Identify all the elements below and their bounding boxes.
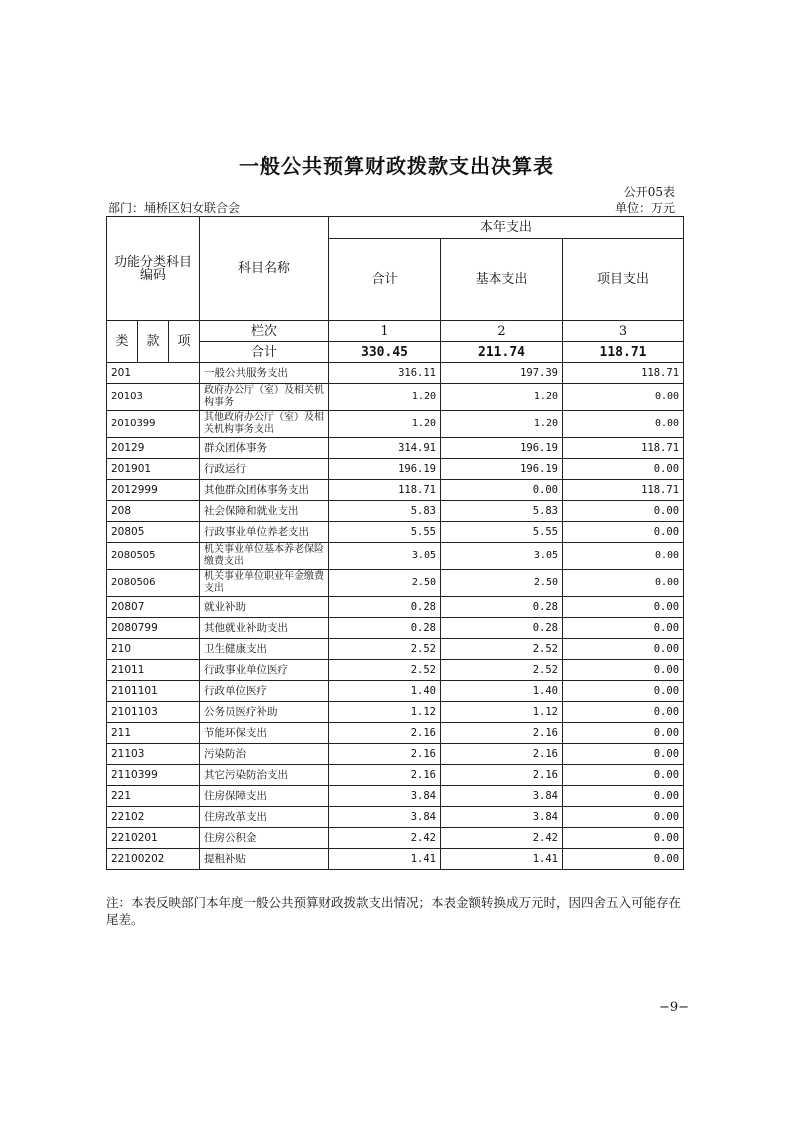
row-total: 2.16	[329, 765, 441, 786]
row-code: 201	[107, 363, 200, 384]
table-row	[107, 765, 684, 786]
table-row	[107, 459, 684, 480]
table-row	[107, 438, 684, 459]
row-total: 196.19	[329, 459, 441, 480]
row-total: 1.41	[329, 849, 441, 870]
row-subject-name: 其他政府办公厅（室）及相关机构事务支出	[200, 411, 329, 438]
lei-header: 类	[107, 321, 138, 363]
row-total: 0.28	[329, 618, 441, 639]
table-row	[107, 480, 684, 501]
row-code: 221	[107, 786, 200, 807]
row-total: 3.84	[329, 807, 441, 828]
page-number: −9−	[658, 1000, 689, 1015]
grand-project: 118.71	[563, 342, 684, 363]
row-subject-name: 污染防治	[200, 744, 329, 765]
row-code: 22100202	[107, 849, 200, 870]
row-basic: 2.52	[441, 639, 563, 660]
total-row-label: 合计	[200, 342, 329, 363]
expenditure-table	[106, 216, 684, 870]
table-row	[107, 501, 684, 522]
row-total: 118.71	[329, 480, 441, 501]
table-row	[107, 543, 684, 570]
row-total: 2.50	[329, 570, 441, 597]
row-basic: 1.41	[441, 849, 563, 870]
row-subject-name: 群众团体事务	[200, 438, 329, 459]
kuan-header: 款	[138, 321, 169, 363]
row-total: 314.91	[329, 438, 441, 459]
grand-basic: 211.74	[441, 342, 563, 363]
row-code: 2101101	[107, 681, 200, 702]
row-subject-name: 行政运行	[200, 459, 329, 480]
row-subject-name: 住房改革支出	[200, 807, 329, 828]
row-project: 0.00	[563, 501, 684, 522]
xiang-header: 项	[169, 321, 200, 363]
row-project: 0.00	[563, 597, 684, 618]
basic-header: 基本支出	[441, 239, 563, 321]
table-row	[107, 618, 684, 639]
table-row	[107, 723, 684, 744]
table-row	[107, 639, 684, 660]
row-basic: 3.84	[441, 807, 563, 828]
row-code: 201901	[107, 459, 200, 480]
row-subject-name: 机关事业单位基本养老保险缴费支出	[200, 543, 329, 570]
row-project: 118.71	[563, 363, 684, 384]
col-index-3: 3	[563, 321, 684, 342]
row-code: 21103	[107, 744, 200, 765]
row-basic: 1.20	[441, 411, 563, 438]
row-total: 1.20	[329, 384, 441, 411]
row-project: 0.00	[563, 570, 684, 597]
row-project: 0.00	[563, 522, 684, 543]
row-total: 2.16	[329, 723, 441, 744]
table-row	[107, 702, 684, 723]
row-project: 0.00	[563, 723, 684, 744]
row-code: 20807	[107, 597, 200, 618]
row-code: 2080506	[107, 570, 200, 597]
row-total: 2.16	[329, 744, 441, 765]
project-header: 项目支出	[563, 239, 684, 321]
table-row	[107, 384, 684, 411]
row-project: 118.71	[563, 438, 684, 459]
row-basic: 2.16	[441, 765, 563, 786]
row-basic: 5.55	[441, 522, 563, 543]
row-project: 0.00	[563, 411, 684, 438]
table-row	[107, 522, 684, 543]
col-index-2: 2	[441, 321, 563, 342]
table-row	[107, 786, 684, 807]
row-project: 0.00	[563, 786, 684, 807]
row-basic: 2.16	[441, 744, 563, 765]
row-code: 20805	[107, 522, 200, 543]
lanci-label: 栏次	[200, 321, 329, 342]
current-year-header: 本年支出	[329, 217, 684, 239]
row-code: 2110399	[107, 765, 200, 786]
row-project: 0.00	[563, 807, 684, 828]
total-header: 合计	[329, 239, 441, 321]
table-row	[107, 570, 684, 597]
row-code: 2010399	[107, 411, 200, 438]
row-code: 2080799	[107, 618, 200, 639]
table-row	[107, 660, 684, 681]
row-basic: 2.50	[441, 570, 563, 597]
row-total: 2.52	[329, 639, 441, 660]
row-basic: 1.20	[441, 384, 563, 411]
row-basic: 0.00	[441, 480, 563, 501]
row-subject-name: 行政单位医疗	[200, 681, 329, 702]
row-total: 1.40	[329, 681, 441, 702]
row-subject-name: 公务员医疗补助	[200, 702, 329, 723]
row-subject-name: 政府办公厅（室）及相关机构事务	[200, 384, 329, 411]
row-subject-name: 其他群众团体事务支出	[200, 480, 329, 501]
row-subject-name: 一般公共服务支出	[200, 363, 329, 384]
row-code: 22102	[107, 807, 200, 828]
row-code: 2080505	[107, 543, 200, 570]
row-basic: 196.19	[441, 459, 563, 480]
row-basic: 3.05	[441, 543, 563, 570]
row-subject-name: 提租补贴	[200, 849, 329, 870]
row-project: 0.00	[563, 849, 684, 870]
row-subject-name: 住房保障支出	[200, 786, 329, 807]
row-project: 0.00	[563, 660, 684, 681]
row-total: 1.12	[329, 702, 441, 723]
footnote: 注：本表反映部门本年度一般公共预算财政拨款支出情况；本表金额转换成万元时，因四舍五入可能存在尾差。	[106, 895, 682, 927]
row-subject-name: 卫生健康支出	[200, 639, 329, 660]
row-basic: 196.19	[441, 438, 563, 459]
row-total: 316.11	[329, 363, 441, 384]
row-basic: 197.39	[441, 363, 563, 384]
col-index-1: 1	[329, 321, 441, 342]
row-basic: 1.40	[441, 681, 563, 702]
row-subject-name: 节能环保支出	[200, 723, 329, 744]
row-project: 0.00	[563, 828, 684, 849]
row-basic: 2.52	[441, 660, 563, 681]
row-subject-name: 行政事业单位养老支出	[200, 522, 329, 543]
unit-label: 单位：万元	[614, 201, 675, 215]
row-total: 2.42	[329, 828, 441, 849]
row-project: 0.00	[563, 765, 684, 786]
row-code: 2012999	[107, 480, 200, 501]
row-basic: 0.28	[441, 597, 563, 618]
row-code: 2101103	[107, 702, 200, 723]
table-row	[107, 807, 684, 828]
subject-name-header: 科目名称	[200, 217, 329, 321]
row-basic: 1.12	[441, 702, 563, 723]
row-code: 20129	[107, 438, 200, 459]
page-title: 一般公共预算财政拨款支出决算表	[239, 154, 554, 178]
row-project: 118.71	[563, 480, 684, 501]
row-total: 1.20	[329, 411, 441, 438]
row-project: 0.00	[563, 618, 684, 639]
row-code: 21011	[107, 660, 200, 681]
row-total: 3.84	[329, 786, 441, 807]
row-basic: 5.83	[441, 501, 563, 522]
row-code: 211	[107, 723, 200, 744]
table-row	[107, 681, 684, 702]
row-project: 0.00	[563, 744, 684, 765]
row-project: 0.00	[563, 702, 684, 723]
table-row	[107, 849, 684, 870]
row-code: 2210201	[107, 828, 200, 849]
row-code: 20103	[107, 384, 200, 411]
row-project: 0.00	[563, 639, 684, 660]
row-basic: 3.84	[441, 786, 563, 807]
department-label: 部门：埇桥区妇女联合会	[108, 201, 241, 215]
row-project: 0.00	[563, 459, 684, 480]
row-total: 3.05	[329, 543, 441, 570]
form-code: 公开05表	[623, 185, 675, 199]
table-row	[107, 597, 684, 618]
row-basic: 0.28	[441, 618, 563, 639]
row-total: 2.52	[329, 660, 441, 681]
func-class-header: 功能分类科目编码	[107, 217, 200, 321]
row-project: 0.00	[563, 681, 684, 702]
grand-total: 330.45	[329, 342, 441, 363]
row-code: 210	[107, 639, 200, 660]
row-project: 0.00	[563, 543, 684, 570]
row-subject-name: 其他就业补助支出	[200, 618, 329, 639]
row-basic: 2.16	[441, 723, 563, 744]
table-row	[107, 411, 684, 438]
row-total: 0.28	[329, 597, 441, 618]
row-basic: 2.42	[441, 828, 563, 849]
row-subject-name: 社会保障和就业支出	[200, 501, 329, 522]
row-project: 0.00	[563, 384, 684, 411]
table-row	[107, 744, 684, 765]
table-row	[107, 363, 684, 384]
row-subject-name: 行政事业单位医疗	[200, 660, 329, 681]
row-subject-name: 机关事业单位职业年金缴费支出	[200, 570, 329, 597]
row-total: 5.83	[329, 501, 441, 522]
table-body	[107, 363, 684, 870]
table-row	[107, 828, 684, 849]
row-subject-name: 就业补助	[200, 597, 329, 618]
row-subject-name: 住房公积金	[200, 828, 329, 849]
row-code: 208	[107, 501, 200, 522]
row-total: 5.55	[329, 522, 441, 543]
row-subject-name: 其它污染防治支出	[200, 765, 329, 786]
